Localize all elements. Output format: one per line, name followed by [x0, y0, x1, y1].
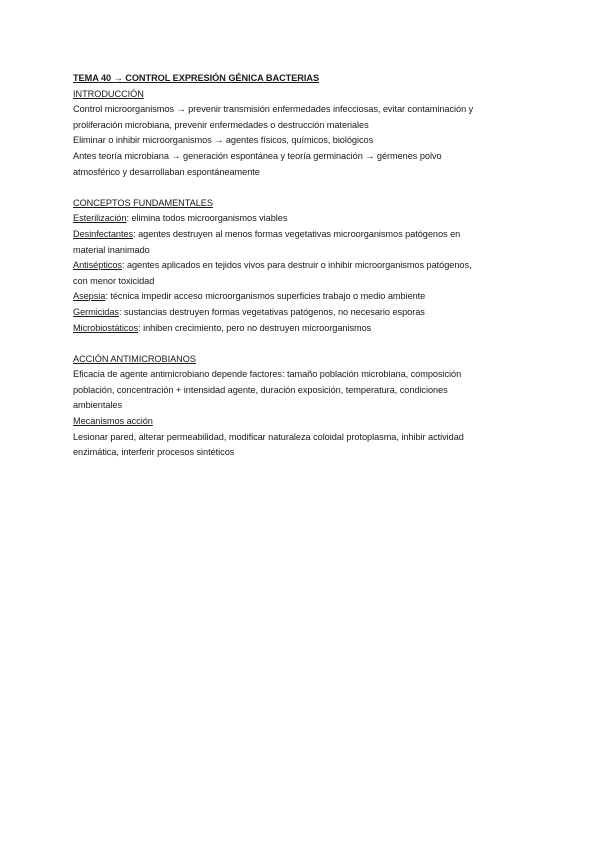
definition-text: : elimina todos microorganismos viables: [126, 213, 288, 224]
definition-text: : inhiben crecimiento, pero no destruyen microorganismos: [138, 322, 372, 333]
definition-term: Asepsia: [73, 291, 106, 302]
definition-germicidas: [73, 305, 540, 321]
definition-asepsia: [73, 289, 540, 305]
action-line: Eficacia de agente antimicrobiano depende factores: tamaño población microbiana, composición: [73, 369, 462, 380]
section-heading-conceptos: CONCEPTOS FUNDAMENTALES: [73, 197, 213, 208]
section-heading-accion: ACCIÓN ANTIMICROBIANOS: [73, 353, 196, 364]
definition-text: : sustancias destruyen formas vegetativas patógenos, no necesario esporas: [118, 306, 425, 317]
definition-antisepticos: [73, 258, 540, 274]
section-spacer: [73, 180, 540, 196]
definition-esterilizacion: [73, 211, 540, 227]
subheading-mecanismos: Mecanismos acción: [73, 416, 153, 427]
definition-term: Antisépticos: [73, 260, 122, 271]
definition-text: : técnica impedir acceso microorganismos superficies trabajo o medio ambiente: [105, 291, 426, 302]
definition-term: Germicidas: [73, 306, 119, 317]
action-line: ambientales: [73, 400, 122, 411]
definition-term: Desinfectantes: [73, 228, 134, 239]
document-title: TEMA 40 → CONTROL EXPRESIÓN GÉNICA BACTERIAS: [73, 73, 320, 83]
intro-line: Antes teoría microbiana → generación espontánea y teoría germinación → gérmenes polvo: [73, 150, 442, 161]
intro-line: Control microorganismos → prevenir transmisión enfermedades infecciosas, evitar contaminación y: [73, 104, 474, 115]
definition-term: Microbiostáticos: [73, 322, 139, 333]
definition-continuation: material inanimado: [73, 244, 150, 255]
definition-microbiostaticos: [73, 321, 540, 337]
mechanism-line: enzimática, interferir procesos sintéticos: [73, 447, 235, 458]
definition-desinfectantes: [73, 227, 540, 243]
intro-line: proliferación microbiana, prevenir enfermedades o destrucción materiales: [73, 119, 369, 130]
intro-line: Eliminar o inhibir microorganismos → agentes físicos, químicos, biológicos: [73, 135, 374, 146]
definition-term: Esterilización: [73, 213, 127, 224]
intro-line: atmosférico y desarrollaban espontáneamente: [73, 166, 260, 177]
section-spacer: [73, 336, 540, 352]
mechanism-line: Lesionar pared, alterar permeabilidad, modificar naturaleza coloidal protoplasma, inhibir actividad: [73, 431, 464, 442]
definition-continuation: con menor toxicidad: [73, 275, 155, 286]
action-line: población, concentración + intensidad agente, duración exposición, temperatura, condiciones: [73, 384, 448, 395]
definition-text: : agentes destruyen al menos formas vegetativas microorganismos patógenos en: [133, 228, 461, 239]
section-heading-introduccion: INTRODUCCIÓN: [73, 88, 144, 99]
definition-text: : agentes aplicados en tejidos vivos para destruir o inhibir microorganismos patógenos,: [121, 260, 472, 271]
